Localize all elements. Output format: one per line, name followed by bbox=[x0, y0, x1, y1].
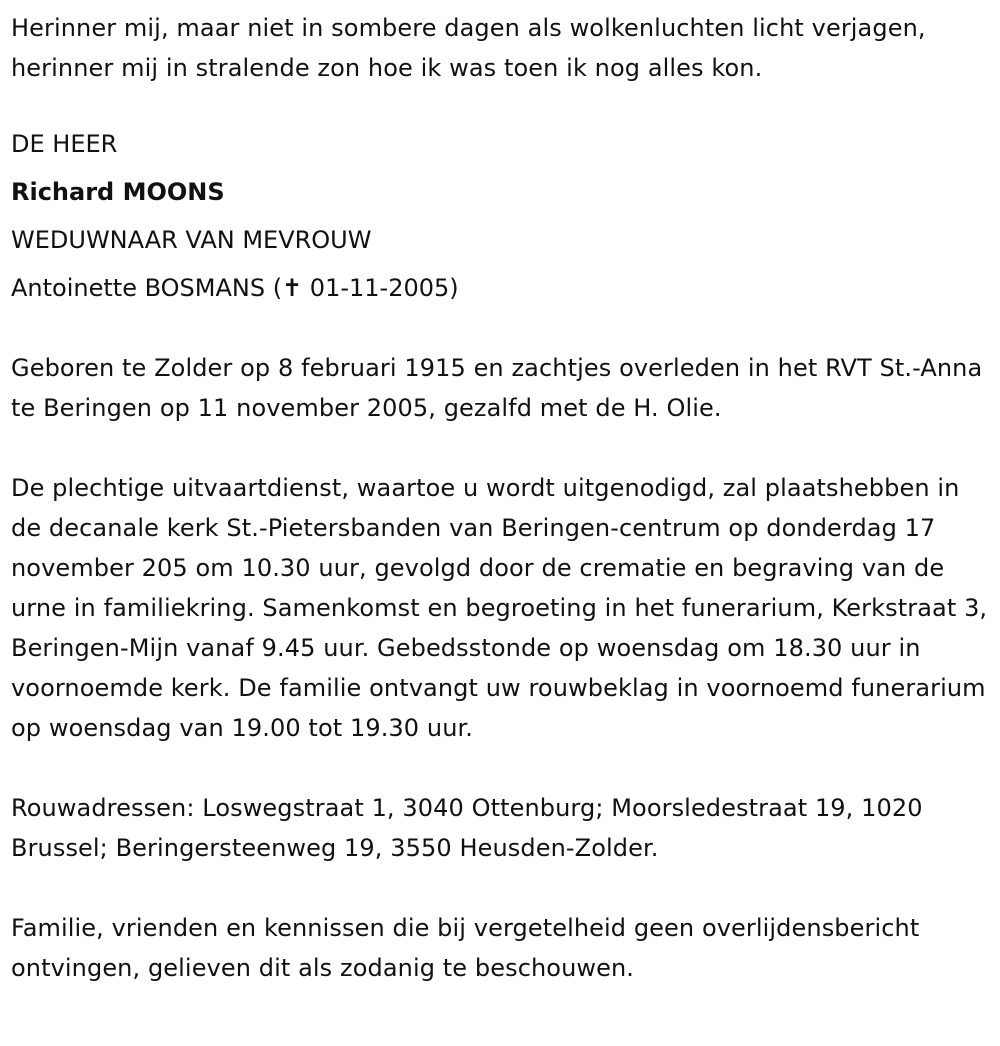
spacer bbox=[11, 312, 990, 348]
addresses-paragraph: Rouwadressen: Loswegstraat 1, 3040 Ottenburg; Moorsledestraat 19, 1020 Brussel; Beringersteenweg 19, 3550 Heusden-Zolder. bbox=[11, 794, 923, 862]
spacer bbox=[11, 428, 990, 468]
birth-death-paragraph: Geboren te Zolder op 8 februari 1915 en zachtjes overleden in het RVT St.-Anna te Beringen op 11 november 2005, gezalfd met de H. Olie. bbox=[11, 354, 983, 422]
marital-status: WEDUWNAAR VAN MEVROUW bbox=[11, 226, 372, 254]
deceased-block bbox=[11, 120, 990, 312]
spacer bbox=[11, 868, 990, 908]
spacer bbox=[11, 748, 990, 788]
funeral-paragraph: De plechtige uitvaartdienst, waartoe u wordt uitgenodigd, zal plaatshebben in de decanale kerk St.-Pietersbanden van Beringen-centrum op donderdag 17 november 205 om 10.30 uur, gevolgd door de crematie en begraving van de urne in familiekring. Samenkomst en begroeting in het funerarium, Kerkstraat 3, Beringen-Mijn vanaf 9.45 uur. Gebedsstonde op woensdag om 18.30 uur in voornoemde kerk. De familie ontvangt uw rouwbeklag in voornoemd funerarium op woensdag van 19.00 tot 19.30 uur. bbox=[11, 474, 988, 742]
honorific-title: DE HEER bbox=[11, 130, 118, 158]
closing-paragraph: Familie, vrienden en kennissen die bij vergetelheid geen overlijdensbericht ontvingen, gelieven dit als zodanig te beschouwen. bbox=[11, 914, 920, 982]
spouse-name: Antoinette BOSMANS (✝ 01-11-2005) bbox=[11, 274, 459, 302]
deceased-name: Richard MOONS bbox=[11, 178, 225, 206]
poem-paragraph: Herinner mij, maar niet in sombere dagen als wolkenluchten licht verjagen, herinner mij in stralende zon hoe ik was toen ik nog alles kon. bbox=[11, 14, 926, 82]
